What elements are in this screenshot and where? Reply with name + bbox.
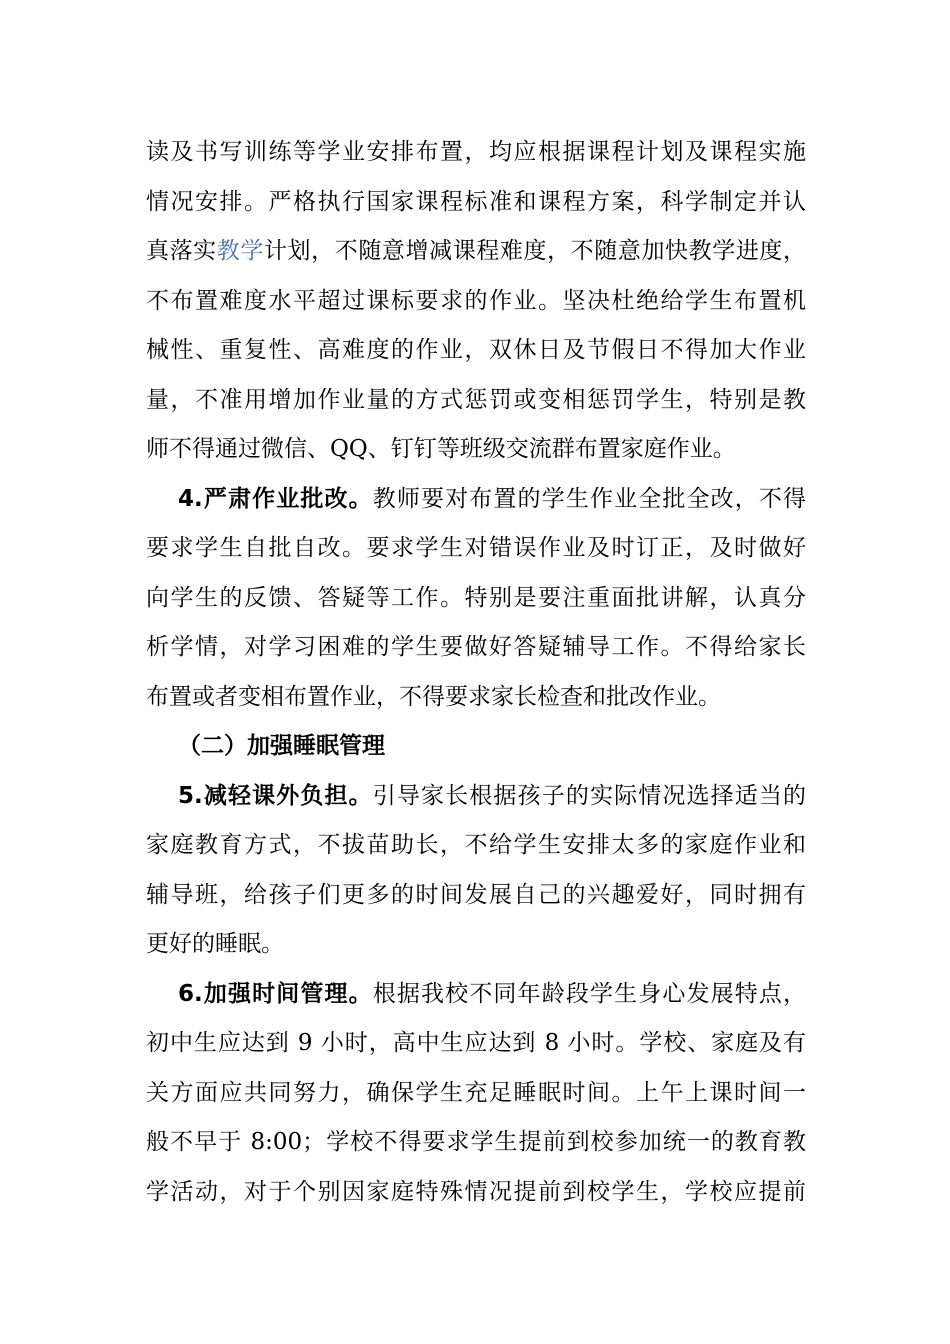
p4-line-1 bbox=[146, 970, 806, 1020]
p2-line-1 bbox=[146, 475, 806, 525]
p1-line-6: 量，不准用增加作业量的方式惩罚或变相惩罚学生，特别是教 bbox=[146, 386, 806, 413]
p2-line-4: 析学情，对学习困难的学生要做好答疑辅导工作。不得给家长 bbox=[146, 634, 806, 660]
p3-line-3: 辅导班，给孩子们更多的时间发展自己的兴趣爱好，同时拥有 bbox=[146, 881, 806, 908]
keyword-link[interactable]: 教学 bbox=[216, 238, 264, 264]
p1-line-3 bbox=[146, 227, 806, 277]
p2-line-2: 要求学生自批自改。要求学生对错误作业及时订正，及时做好 bbox=[146, 535, 806, 561]
p2-line-1-text: 教师要对布置的学生作业全批全改，不得 bbox=[372, 485, 806, 512]
p4-line-4: 般不早于 8:00；学校不得要求学生提前到校参加统一的教育教 bbox=[146, 1129, 806, 1155]
p3-line-1 bbox=[146, 772, 806, 822]
p2-line-5: 布置或者变相布置作业，不得要求家长检查和批改作业。 bbox=[146, 683, 721, 710]
p1-line-2: 情况安排。严格执行国家课程标准和课程方案，科学制定并认 bbox=[146, 188, 806, 215]
section-heading-2: （二）加强睡眠管理 bbox=[178, 733, 385, 759]
p2-title: 4.严肃作业批改。 bbox=[178, 485, 373, 512]
p1-line-3-text-a: 真落实 bbox=[146, 238, 217, 264]
p3-line-2: 家庭教育方式，不拔苗助长，不给学生安排太多的家庭作业和 bbox=[146, 832, 806, 858]
p2-line-3: 向学生的反馈、答疑等工作。特别是要注重面批讲解，认真分 bbox=[146, 584, 806, 611]
p3-title: 5.减轻课外负担。 bbox=[178, 782, 373, 809]
p1-line-1: 读及书写训练等学业安排布置，均应根据课程计划及课程实施 bbox=[146, 139, 806, 165]
p1-line-4: 不布置难度水平超过课标要求的作业。坚决杜绝给学生布置机 bbox=[146, 287, 806, 314]
p4-line-5: 学活动，对于个别因家庭特殊情况提前到校学生，学校应提前 bbox=[146, 1178, 806, 1205]
p1-line-3-text-b: 计划，不随意增减课程难度，不随意加快教学进度， bbox=[263, 238, 807, 264]
document-body bbox=[146, 128, 806, 1217]
p4-line-3: 关方面应共同努力，确保学生充足睡眠时间。上午上课时间一 bbox=[146, 1079, 806, 1106]
p4-line-2: 初中生应达到 9 小时，高中生应达到 8 小时。学校、家庭及有 bbox=[146, 1030, 806, 1056]
p3-line-1-text: 引导家长根据孩子的实际情况选择适当的 bbox=[372, 782, 806, 809]
p1-line-7: 师不得通过微信、QQ、钉钉等班级交流群布置家庭作业。 bbox=[146, 436, 736, 462]
p3-line-4: 更好的睡眠。 bbox=[146, 931, 284, 957]
p1-line-5: 械性、重复性、高难度的作业，双休日及节假日不得加大作业 bbox=[146, 337, 806, 363]
p4-line-1-text: 根据我校不同年龄段学生身心发展特点， bbox=[372, 980, 806, 1007]
p4-title: 6.加强时间管理。 bbox=[178, 980, 373, 1007]
